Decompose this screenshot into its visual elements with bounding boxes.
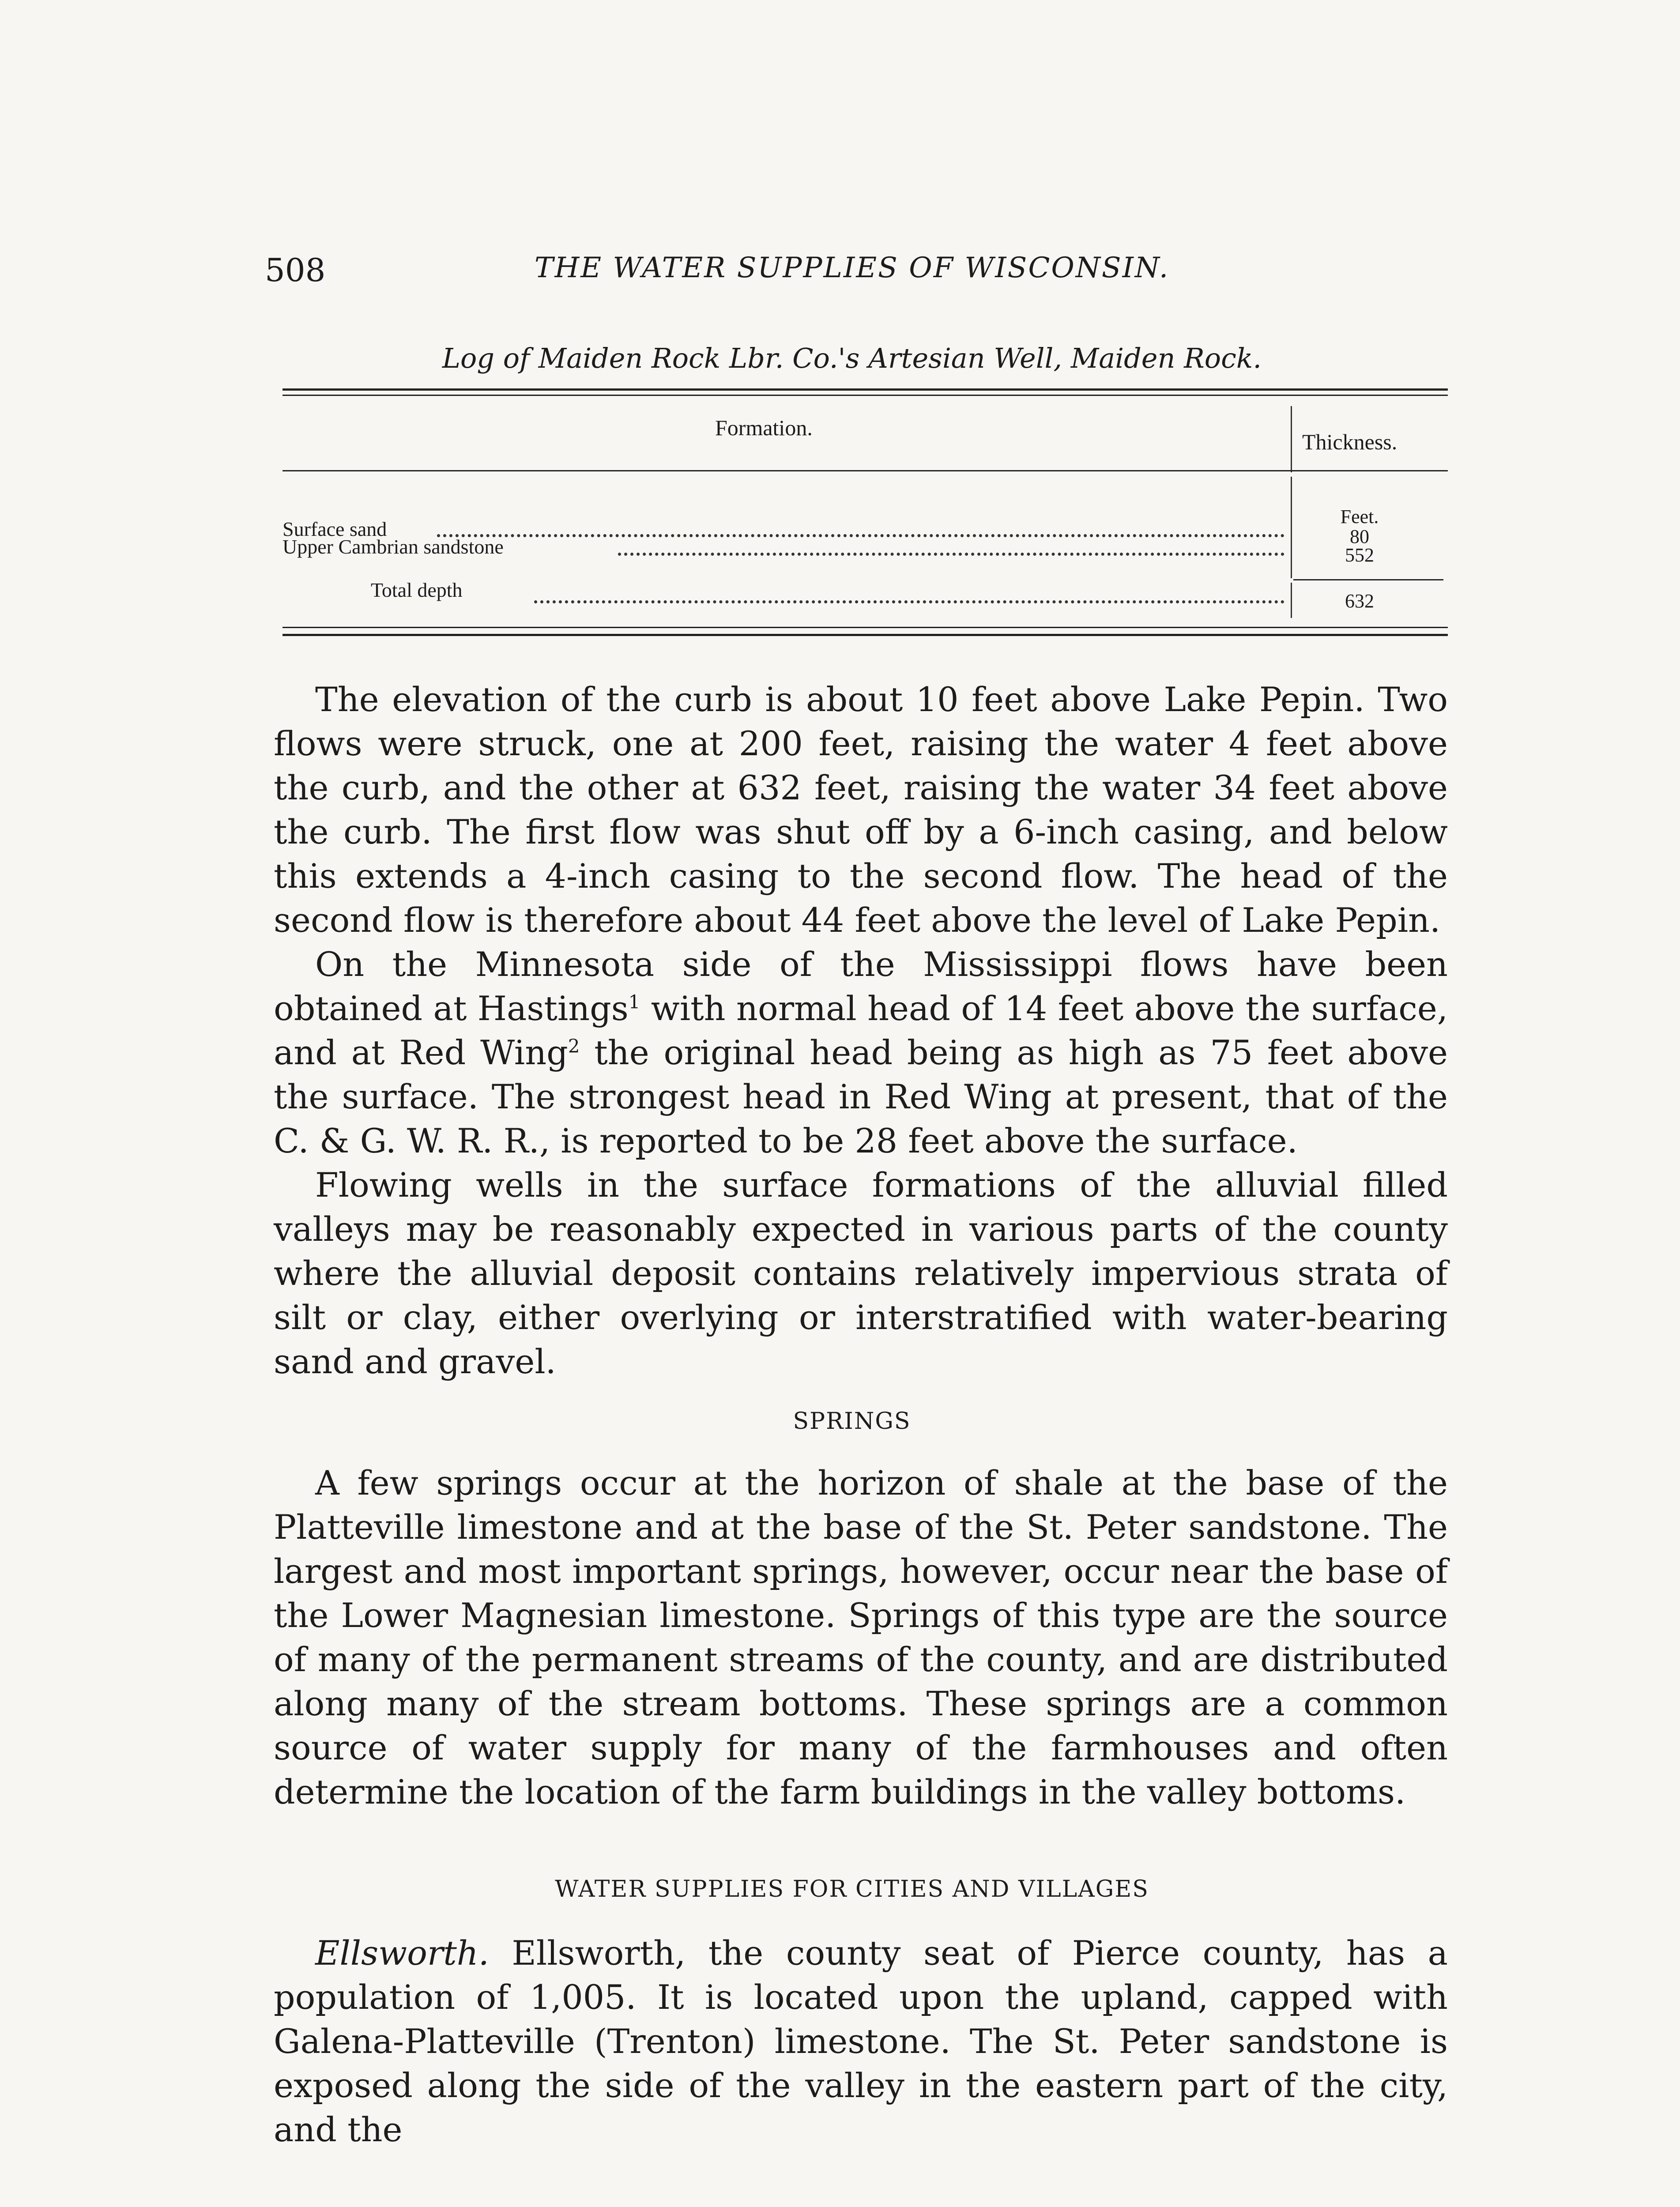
total-depth-label: Total depth [371,579,463,601]
body-column-divider [1291,477,1292,578]
springs-section [274,1461,1448,1814]
body-text-wells [274,678,1448,1384]
leader-dots [534,600,1284,603]
paragraph-curb-elevation: The elevation of the curb is about 10 feet above Lake Pepin. Two flows were struck, one at 200 feet, raising the water 4 feet above the curb, and the other at 632 feet, raising the water 34 feet above the curb. The first flow was shut off by a 6-inch casing, and below this extends a 4-inch casing to the second flow. The head of the second flow is therefore about 44 feet above the level of Lake Pepin. [274,680,1448,940]
springs-heading: SPRINGS [793,1408,911,1435]
header-bottom-rule [283,470,1448,471]
page-header [265,252,1439,300]
running-head: THE WATER SUPPLIES OF WISCONSIN. [534,252,1170,284]
total-column-divider [1291,583,1292,618]
water-supplies-heading: WATER SUPPLIES FOR CITIES AND VILLAGES [555,1876,1149,1902]
formation-column-header: Formation. [715,415,813,440]
paragraph-ellsworth: Ellsworth. Ellsworth, the county seat of Pierce county, has a population of 1,005. It is located upon the upland, capped with Galena-Platteville (Trenton) limestone. The St. Peter sandstone is exposed along the side of the valley in the eastern part of the city, and the [274,1933,1448,2149]
table-top-rule-2 [283,395,1448,396]
footnote-ref: 2 [568,1035,580,1057]
row-label-upper-cambrian: Upper Cambrian sandstone [283,535,504,558]
leader-dots [437,534,1284,537]
unit-label: Feet. [1340,506,1379,527]
paragraph-minnesota-flows: On the Minnesota side of the Mississippi flows have been obtained at Hastings$^1$ with normal head of 14 feet above the surface, and at Red Wing$^2$ the original head being as high as 75 feet above the surface. The strongest head in Red Wing at present, that of the C. & G. W. R. R., is reported to be 28 feet above the surface. [274,945,1448,1160]
water-supplies-section [274,1931,1448,2152]
row-value-surface-sand: 80 [1350,526,1369,547]
header-column-divider [1291,406,1292,472]
leader-dots [618,553,1284,556]
table-top-rule [283,388,1448,391]
total-rule [1293,579,1443,580]
footnote-ref: 1 [628,991,640,1013]
page-number: 508 [265,252,326,289]
total-depth-value: 632 [1345,590,1374,612]
thickness-column-header: Thickness. [1302,429,1397,454]
table-caption: Log of Maiden Rock Lbr. Co.'s Artesian Well, Maiden Rock. [442,342,1262,374]
paragraph-springs: A few springs occur at the horizon of shale at the base of the Platteville limestone and at the base of the St. Peter sandstone. The largest and most important springs, however, occur near the base of the Lower Magnesian limestone. Springs of this type are the source of many of the permanent streams of the county, and are distributed along many of the stream bottoms. These springs are a common source of water supply for many of the farmhouses and often determine the location of the farm buildings in the valley bottoms. [274,1463,1448,1812]
well-log-table [283,388,1448,644]
row-value-upper-cambrian: 552 [1345,544,1374,566]
paragraph-flowing-wells: Flowing wells in the surface formations of the alluvial filled valleys may be reasonably expected in various parts of the county where the alluvial deposit contains relatively impervious strata of silt or clay, either overlying or interstratified with water-bearing sand and gravel. [274,1165,1448,1381]
table-bottom-rule [283,627,1448,628]
table-bottom-rule-2 [283,634,1448,636]
row-label-surface-sand: Surface sand [283,518,387,540]
ellsworth-lead: Ellsworth. [315,1933,489,1973]
